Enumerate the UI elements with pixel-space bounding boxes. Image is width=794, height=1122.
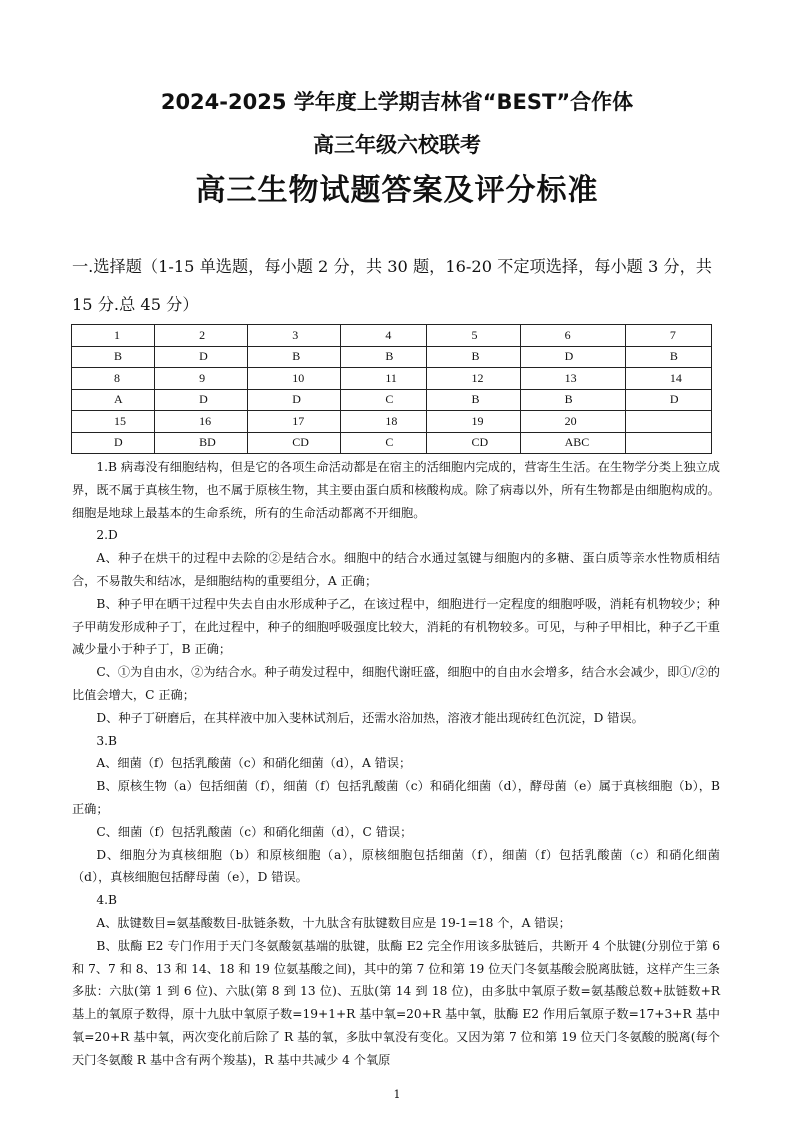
table-cell: D — [72, 432, 155, 454]
explanation-paragraph: B、种子甲在晒干过程中失去自由水形成种子乙，在该过程中，细胞进行一定程度的细胞呼吸，消耗有机物较少；种子甲萌发形成种子丁，在此过程中，种子的细胞呼吸强度比较大，消耗的有机物较多。可见，与种子甲相比，种子乙干重减少量小于种子丁，B 正确； — [72, 596, 720, 657]
table-cell: 7 — [625, 325, 711, 347]
explanation-paragraph: A、细菌（f）包括乳酸菌（c）和硝化细菌（d），A 错误； — [96, 756, 412, 771]
table-cell: 11 — [341, 368, 427, 390]
explanation-paragraph: B、肽酶 E2 专门作用于天门冬氨酸氨基端的肽键，肽酶 E2 完全作用该多肽链后，共断开 4 个肽键(分别位于第 6 和 7、7 和 8、13 和 14、18 和 19 位氨基酸之间)，其中的第 7 位和第 19 位天门冬氨基酸会脱离肽链，这样产生三条多肽：六肽(第 1 到 6 位)、六肽(第 8 到 13 位)、五肽(第 14 到 18 位)，由多肽中氧原子数=氨基酸总数+肽链数+R 基上的氧原子数得，原十九肽中氧原子数=19+1+R 基中氧=20+R 基中氧，肽酶 E2 作用后氧原子数=17+3+R 基中氧=20+R 基中氧，两次变化前后除了 R 基的氧，多肽中氧没有变化。又因为第 7 位和第 19 位天门冬氨酸的脱离(每个天门冬氨酸 R 基中含有两个羧基)，R 基中共减少 4 个氧原 — [72, 938, 720, 1067]
table-row — [72, 346, 712, 368]
table-row — [72, 411, 712, 433]
explanation-paragraph: B、原核生物（a）包括细菌（f），细菌（f）包括乳酸菌（c）和硝化细菌（d），酵母菌（e）属于真核细胞（b），B 正确； — [72, 779, 720, 816]
section-heading: 一.选择题（1-15 单选题，每小题 2 分，共 30 题，16-20 不定项选择，每小题 3 分，共 15 分.总 45 分） — [72, 257, 712, 314]
table-cell: C — [341, 389, 427, 411]
explanations — [72, 456, 720, 1072]
table-cell: 18 — [341, 411, 427, 433]
answer-table — [71, 324, 712, 454]
explanation-paragraph: 2.D — [96, 528, 118, 543]
table-cell: 8 — [72, 368, 155, 390]
table-cell: D — [155, 346, 248, 368]
table-cell — [625, 432, 711, 454]
table-row — [72, 368, 712, 390]
explanation-paragraph: D、种子丁研磨后，在其样液中加入斐林试剂后，还需水浴加热，溶液才能出现砖红色沉淀，D 错误。 — [96, 710, 644, 725]
table-cell: 6 — [520, 325, 625, 347]
table-cell: D — [248, 389, 341, 411]
table-cell: B — [341, 346, 427, 368]
page-number: 1 — [393, 1088, 401, 1101]
table-cell: B — [625, 346, 711, 368]
explanation-paragraph: A、肽键数目=氨基酸数目-肽链条数，十九肽含有肽键数目应是 19-1=18 个，A 错误； — [96, 915, 571, 930]
explanation-paragraph: 4.B — [96, 893, 117, 908]
table-row — [72, 389, 712, 411]
table-row — [72, 325, 712, 347]
explanation-paragraph: D、细胞分为真核细胞（b）和原核细胞（a），原核细胞包括细菌（f），细菌（f）包括乳酸菌（c）和硝化细菌（d），真核细胞包括酵母菌（e），D 错误。 — [72, 847, 720, 885]
table-cell — [625, 411, 711, 433]
table-cell: 9 — [155, 368, 248, 390]
table-cell: CD — [427, 432, 520, 454]
header-line-1: 2024-2025 学年度上学期吉林省“BEST”合作体 — [160, 90, 634, 114]
table-cell: D — [520, 346, 625, 368]
table-cell: B — [427, 389, 520, 411]
explanation-paragraph: A、种子在烘干的过程中去除的②是结合水。细胞中的结合水通过氢键与细胞内的多糖、蛋白质等亲水性物质相结合，不易散失和结冰，是细胞结构的重要组分，A 正确； — [72, 551, 720, 588]
table-cell: D — [625, 389, 711, 411]
document-title: 高三生物试题答案及评分标准 — [195, 173, 599, 208]
header-line-2: 高三年级六校联考 — [313, 133, 481, 157]
explanation-paragraph: C、①为自由水，②为结合水。种子萌发过程中，细胞代谢旺盛，细胞中的自由水会增多，结合水会减少，即①/②的比值会增大，C 正确； — [72, 665, 720, 702]
table-cell: 12 — [427, 368, 520, 390]
table-cell: 16 — [155, 411, 248, 433]
table-cell: C — [341, 432, 427, 454]
table-cell: B — [72, 346, 155, 368]
table-cell: D — [155, 389, 248, 411]
table-cell: 3 — [248, 325, 341, 347]
table-cell: BD — [155, 432, 248, 454]
table-cell: 13 — [520, 368, 625, 390]
explanation-paragraph: 1.B 病毒没有细胞结构，但是它的各项生命活动都是在宿主的活细胞内完成的，营寄生生活。在生物学分类上独立成界，既不属于真核生物，也不属于原核生物，其主要由蛋白质和核酸构成。除了病毒以外，所有生物都是由细胞构成的。细胞是地球上最基本的生命系统，所有的生命活动都离不开细胞。 — [72, 460, 720, 520]
table-cell: B — [248, 346, 341, 368]
table-cell: 15 — [72, 411, 155, 433]
table-cell: CD — [248, 432, 341, 454]
table-cell: ABC — [520, 432, 625, 454]
table-row — [72, 432, 712, 454]
table-cell: 1 — [72, 325, 155, 347]
table-cell: 14 — [625, 368, 711, 390]
table-cell: 4 — [341, 325, 427, 347]
table-cell: 2 — [155, 325, 248, 347]
table-cell: 10 — [248, 368, 341, 390]
table-cell: 20 — [520, 411, 625, 433]
table-cell: 5 — [427, 325, 520, 347]
table-cell: B — [520, 389, 625, 411]
table-cell: 19 — [427, 411, 520, 433]
explanation-paragraph: 3.B — [96, 733, 117, 748]
explanation-paragraph: C、细菌（f）包括乳酸菌（c）和硝化细菌（d），C 错误； — [96, 824, 413, 839]
table-cell: A — [72, 389, 155, 411]
table-cell: B — [427, 346, 520, 368]
table-cell: 17 — [248, 411, 341, 433]
